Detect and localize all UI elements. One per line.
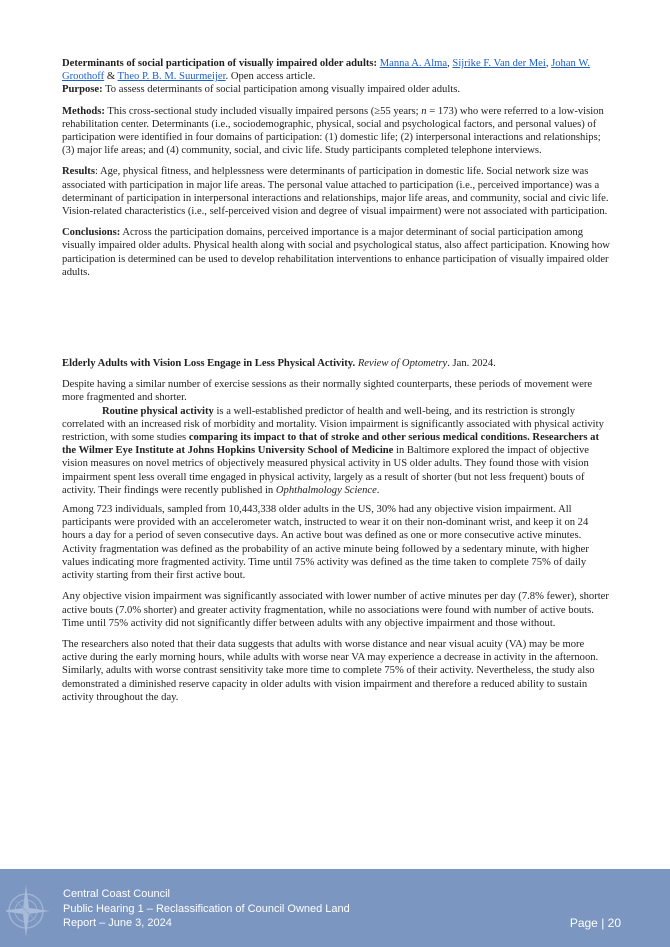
article2-source: Review of Optometry — [357, 358, 448, 370]
separator: , — [447, 58, 453, 69]
results-text: : Age, physical fitness, and helplessness were determinants of participation in domestic life. Social network size was associated with participation in major life areas. The personal value attached to participation (i.e., perceived importance) was a determinant of participation in interpersonal interactions and relationships, major life areas, and community, social and civic life. Vision-related characteristics (i.e., self-perceived vision and degree of visual impairment) were not associated with participation. — [62, 166, 609, 218]
article2-paragraph-5: The researchers also noted that their data suggests that adults with worse distance and near visual acuity (VA) may be more active during the early morning hours, while adults with worse near VA may experience a decrease in activity in the afternoon. Similarly, adults with worse contrast sensitivity take more time to complete 75% of their activity. Nevertheless, the study also demonstrated a diminished reserve capacity in older adults with vision impairment and therefore a reduced ability to sustain activity throughout the day. — [62, 638, 599, 703]
article2-title: Elderly Adults with Vision Loss Engage in Less Physical Activity. — [62, 358, 356, 370]
compass-rose-icon — [6, 877, 54, 939]
article2-date: . Jan. 2024. — [447, 358, 496, 370]
methods-paragraph — [62, 105, 612, 158]
article2-paragraph-4: Any objective vision impairment was significantly associated with lower number of active minutes per day (7.8% fewer), shorter active bouts (7.0% shorter) and greater activity fragmentation, while no associations were found with number of active bouts. Time until 75% activity did not significantly differ between adults with any objective impairment and those without. — [62, 591, 609, 629]
page-footer — [0, 869, 670, 947]
body-text: . — [376, 484, 380, 496]
results-paragraph — [62, 165, 612, 218]
results-label: Results — [62, 166, 95, 178]
separator: & — [104, 71, 118, 83]
access-note: . Open access article. — [225, 71, 316, 83]
footer-info — [63, 887, 350, 931]
journal-name: Ophthalmology Science — [275, 484, 377, 496]
body-text: in Baltimore explored the impact of objective vision measures on novel metrics of objectively measured physical activity in US older adults. They found those with vision impairment spent less overall time engaged in physical activity, largely as a result of shorter (but not less frequent) bouts of activity. Their findings were recently published in — [62, 445, 590, 496]
article2-paragraph-1: Despite having a similar number of exercise sessions as their normally sighted counterparts, these periods of movement were more fragmented and shorter. — [62, 379, 593, 404]
author-link[interactable]: Sijrike F. Van der Mei — [452, 58, 546, 69]
conclusions-text: Across the participation domains, perceived importance is a major determinant of social participation among visually impaired older adults. Physical health along with social and psychological status, also affect participation. Knowing how participation is determined can be used to develop rehabilitation interventions to enhance participation of visually impaired older adults. — [62, 227, 610, 278]
article2-paragraph-2 — [62, 405, 612, 497]
purpose-paragraph — [62, 83, 612, 96]
bold-phrase: Routine physical activity — [102, 405, 214, 417]
bold-phrase: comparing its impact to that of stroke and other serious medical conditions. Researchers at the Wilmer Eye Institute at Johns Hopkins University School of Medicine — [62, 432, 600, 457]
author-link[interactable]: Johan W. Groothoff — [62, 58, 590, 83]
methods-text: This cross-sectional study included visually impaired persons (≥55 years; — [104, 105, 422, 117]
methods-n: n — [421, 105, 427, 117]
footer-hearing: Public Hearing 1 – Reclassification of Council Owned Land — [63, 902, 350, 915]
article2-header — [62, 357, 612, 370]
page-number: Page | 20 — [569, 916, 621, 930]
methods-text: = 173) who were referred to a low-vision rehabilitation center. Determinants (i.e., sociodemographic, physical, social and psychological factors, and personal values) of participation were identified in four domains of participation: (1) domestic life; (2) interpersonal interactions and relationships; (3) major life areas; and (4) community, social, and civic life. Study participants completed telephone interviews. — [62, 105, 604, 157]
footer-report-date: Report – June 3, 2024 — [63, 917, 172, 929]
methods-label: Methods: — [62, 105, 105, 117]
conclusions-label: Conclusions: — [62, 227, 121, 239]
purpose-label: Purpose: — [62, 84, 103, 96]
conclusions-paragraph — [62, 226, 612, 279]
author-link[interactable]: Theo P. B. M. Suurmeijer — [117, 71, 226, 83]
author-link[interactable]: Manna A. Alma — [379, 58, 448, 69]
article1-title: Determinants of social participation of visually impaired older adults: — [62, 58, 378, 69]
footer-council: Central Coast Council — [63, 888, 170, 900]
purpose-text: To assess determinants of social participation among visually impaired older adults. — [102, 84, 461, 96]
article2-paragraph-3: Among 723 individuals, sampled from 10,443,338 older adults in the US, 30% had any objective vision impairment. All participants were provided with an accelerometer watch, instructed to wear it on their non-dominant wrist, and keep it on 24 hours a day for a period of seven consecutive days. An active bout was defined as one or more consecutive active minutes. Activity fragmentation was defined as the probability of an active minute being followed by a sedentary minute, with higher values indicating more fragmented activity. Time until 75% activity was defined as the time taken to complete 75% of daily activity starting from their first active bout. — [62, 504, 589, 582]
body-text: is a well-established predictor of health and well-being, and its restriction is strongly correlated with an increased risk of morbidity and mortality. Vision impairment is significantly associated with physical activity restriction, with some studies — [62, 405, 604, 444]
article1-header — [62, 57, 612, 83]
section-gap — [62, 287, 612, 357]
separator: , — [545, 58, 552, 69]
document-body — [62, 57, 612, 712]
